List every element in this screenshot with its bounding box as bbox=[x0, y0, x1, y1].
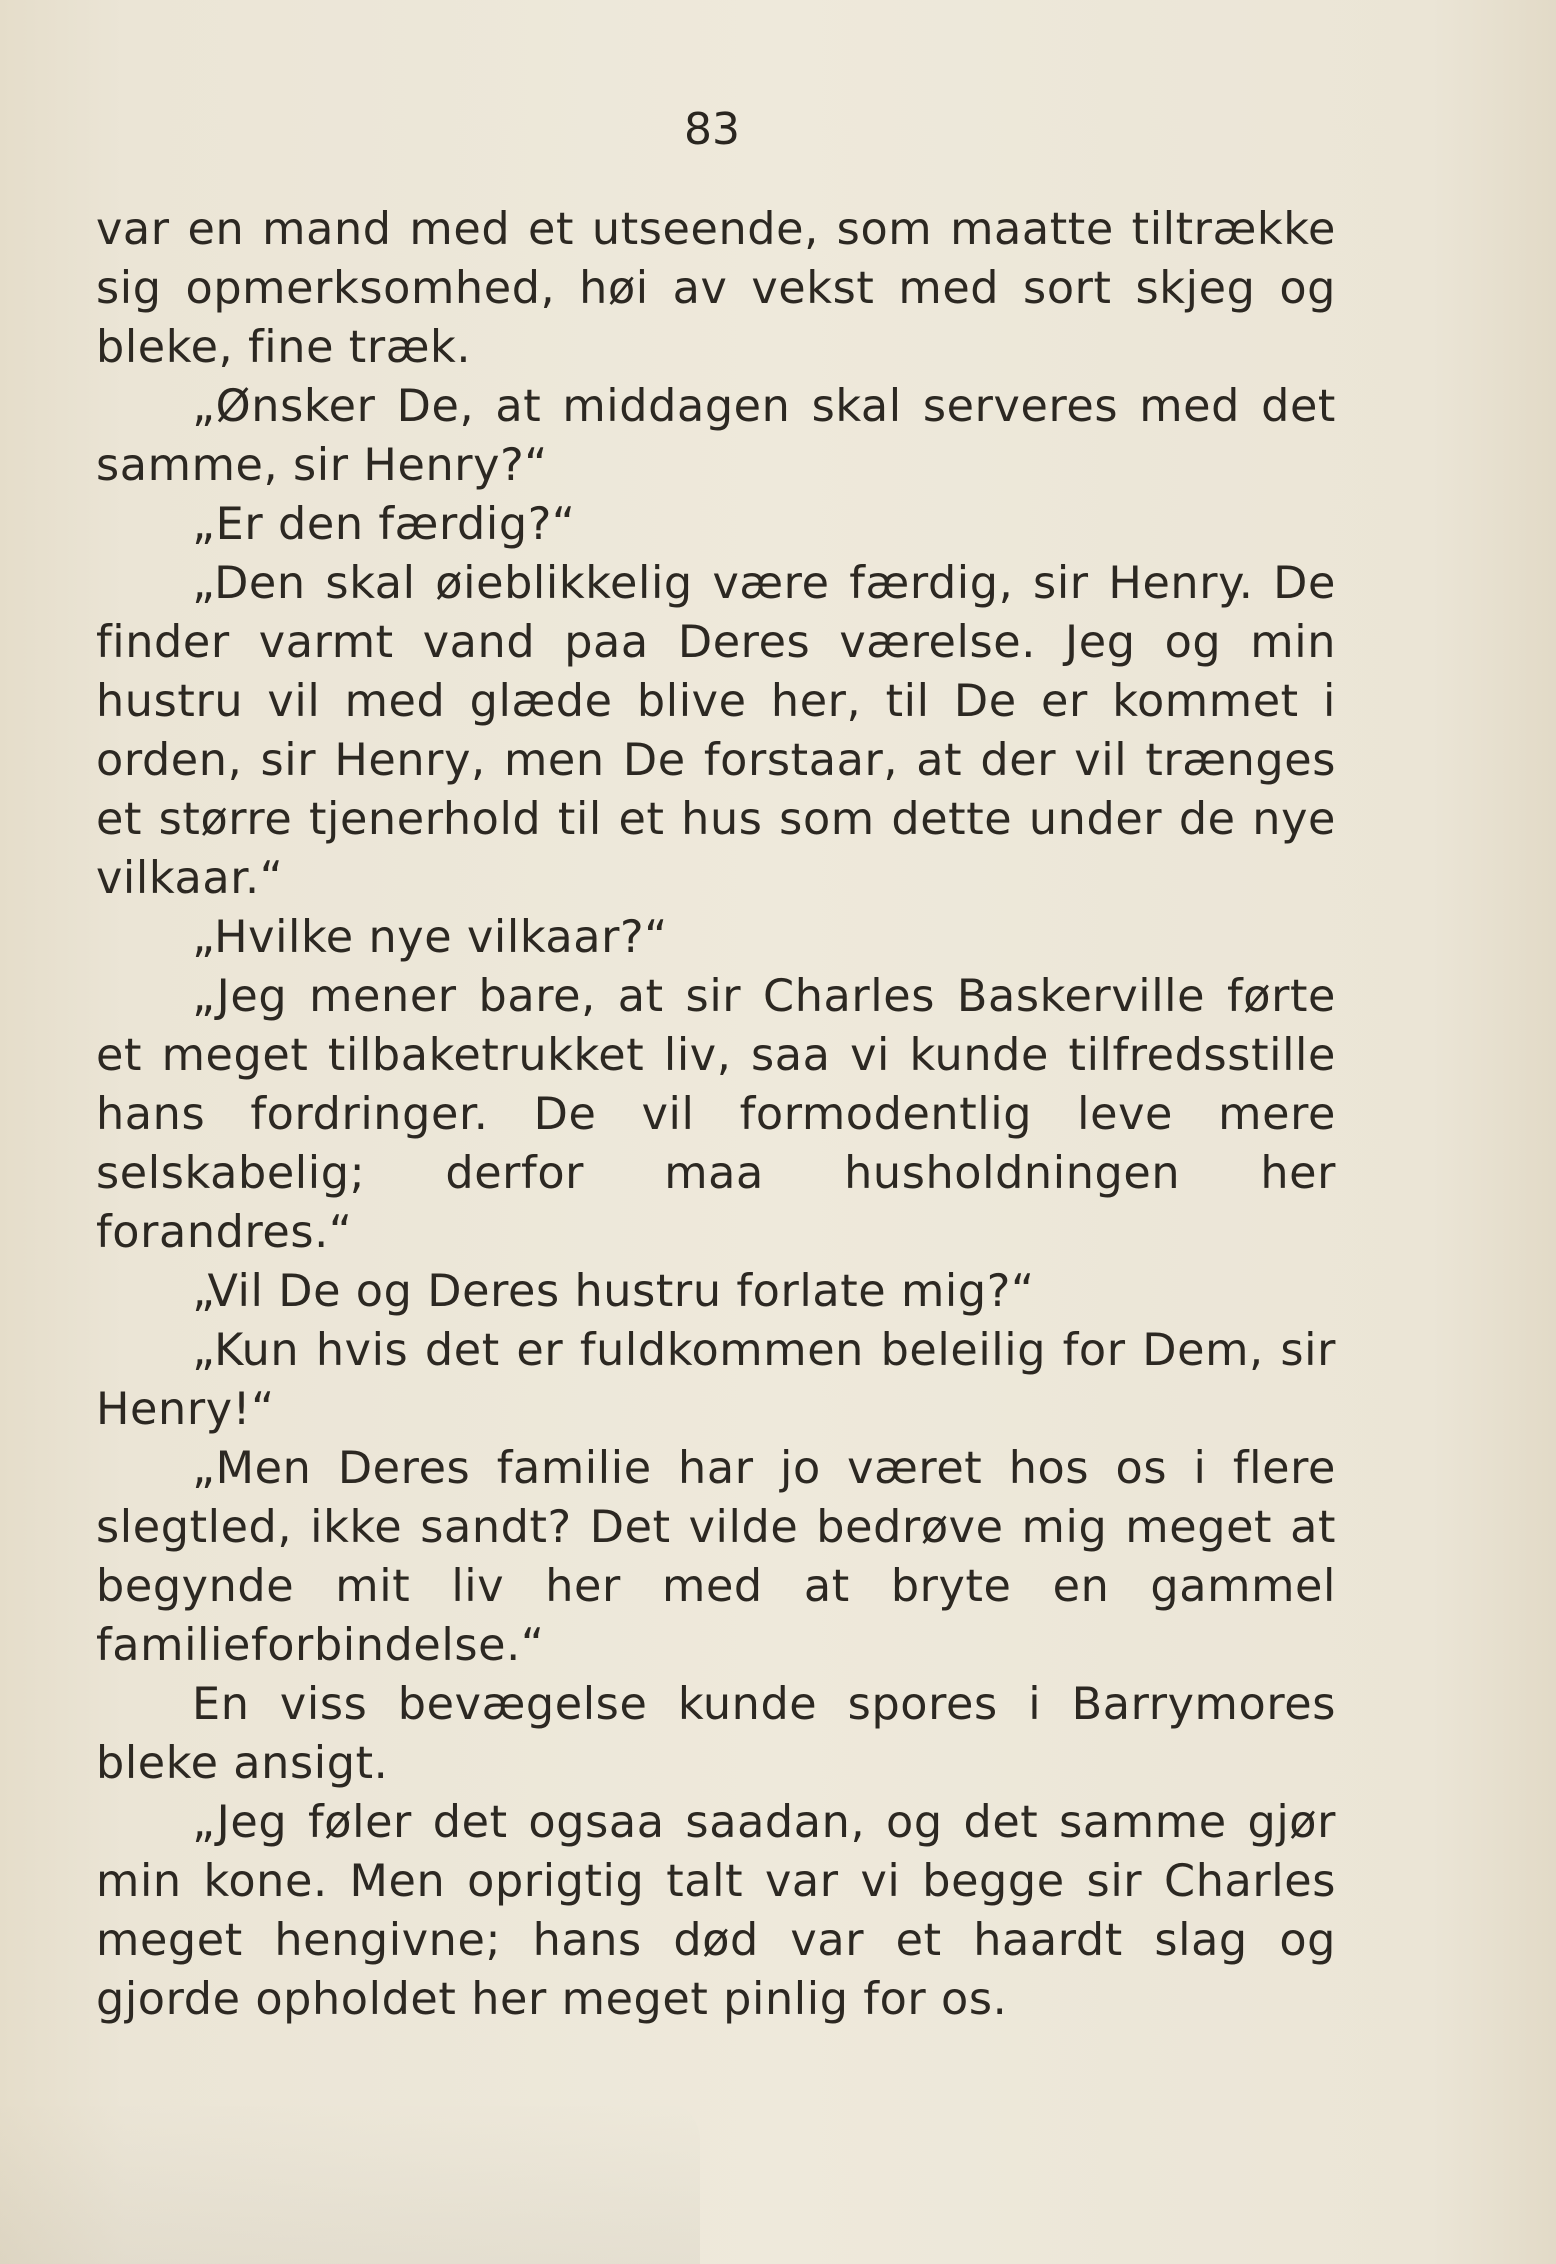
paragraph: En viss bevægelse kunde spores i Barrymores bleke ansigt. bbox=[96, 1679, 1336, 1789]
paragraph: „Jeg mener bare, at sir Charles Baskerville førte et meget tilbaketrukket liv, saa vi kunde tilfredsstille hans fordringer. De vil formodentlig leve mere selskabelig; derfor maa husholdningen her forandres.“ bbox=[96, 971, 1336, 1258]
paragraph: var en mand med et utseende, som maatte tiltrække sig opmerksomhed, høi av vekst med sort skjeg og bleke, fine træk. bbox=[96, 204, 1336, 373]
page-number: 83 bbox=[684, 104, 740, 155]
paragraph: „Men Deres familie har jo været hos os i flere slegtled, ikke sandt? Det vilde bedrøve mig meget at begynde mit liv her med at bryte en gammel familieforbindelse.“ bbox=[96, 1443, 1336, 1671]
paragraph: „Ønsker De, at middagen skal serveres med det samme, sir Henry?“ bbox=[96, 381, 1336, 491]
paragraph: „Den skal øieblikkelig være færdig, sir Henry. De finder varmt vand paa Deres værelse. Jeg og min hustru vil med glæde blive her, til De er kommet i orden, sir Henry, men De forstaar, at der vil trænges et større tjenerhold til et hus som dette under de nye vilkaar.“ bbox=[96, 558, 1336, 904]
paragraph: „Er den færdig?“ bbox=[192, 499, 576, 550]
paragraph: „Hvilke nye vilkaar?“ bbox=[192, 912, 668, 963]
page-corner-shadow bbox=[0, 2100, 700, 2264]
paragraph: „Vil De og Deres hustru forlate mig?“ bbox=[192, 1266, 1035, 1317]
paragraph: „Jeg føler det ogsaa saadan, og det samme gjør min kone. Men oprigtig talt var vi begge sir Charles meget hengivne; hans død var et haardt slag og gjorde opholdet her meget pinlig for os. bbox=[96, 1797, 1336, 2025]
body-text bbox=[96, 200, 1336, 2029]
paragraph: „Kun hvis det er fuldkommen beleilig for Dem, sir Henry!“ bbox=[96, 1325, 1336, 1435]
